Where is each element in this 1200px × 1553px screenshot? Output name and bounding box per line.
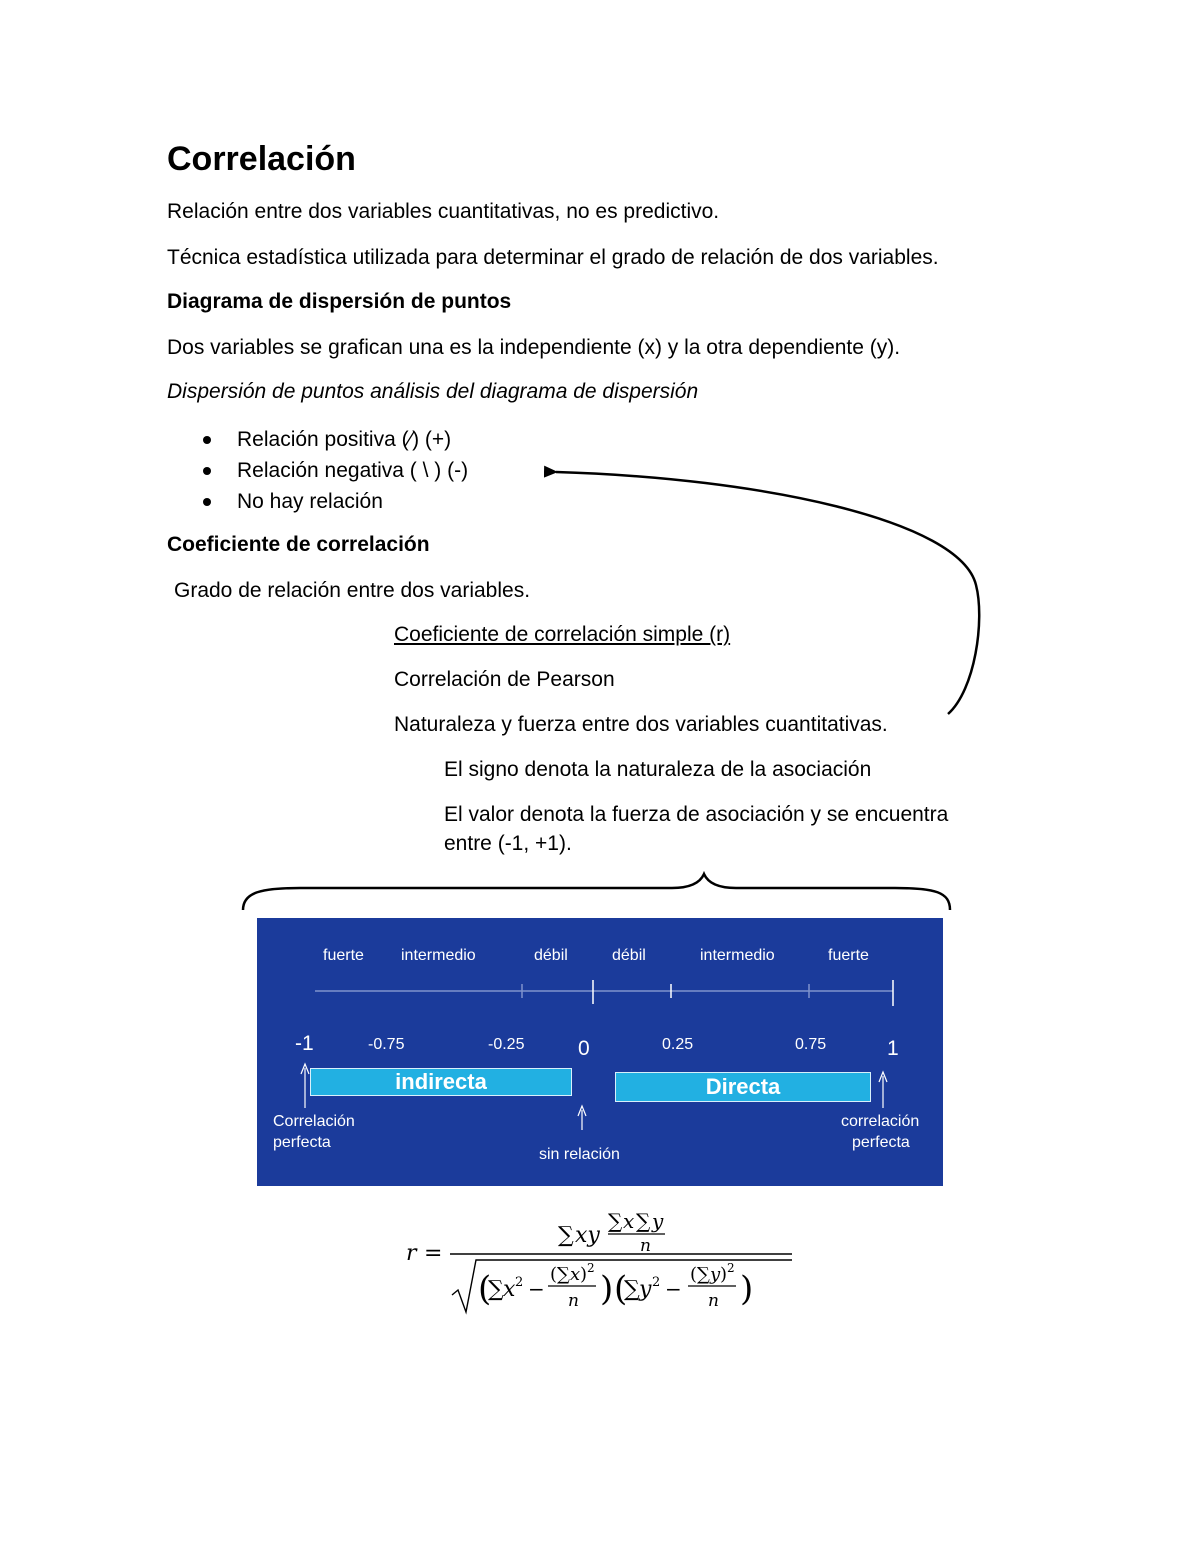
left-caption-line1: Correlación [273, 1113, 355, 1130]
value-text-line1: El valor denota la fuerza de asociación y se encuentra [444, 803, 949, 826]
svg-text:xy: xy [575, 1223, 600, 1248]
direct-bar: Directa [615, 1072, 871, 1102]
correlation-scale-panel [257, 918, 943, 1186]
page-title: Correlación [167, 140, 356, 178]
right-caption-line1: correlación [841, 1113, 920, 1130]
svg-text:x: x [623, 1209, 635, 1233]
svg-text:∑: ∑ [608, 1209, 623, 1233]
left-caption-line2: perfecta [273, 1134, 331, 1151]
svg-text:2: 2 [727, 1261, 735, 1275]
coefficient-heading: Coeficiente de correlación [167, 533, 430, 556]
svg-text:∑: ∑ [488, 1277, 504, 1302]
svg-text:−: − [665, 1277, 682, 1301]
strength-label: débil [534, 947, 568, 964]
scatter-subtitle: Dispersión de puntos análisis del diagrama de dispersión [167, 380, 699, 403]
sign-text: El signo denota la naturaleza de la asociación [444, 758, 872, 781]
svg-text:): ) [600, 1269, 614, 1309]
coefficient-description: Grado de relación entre dos variables. [174, 579, 531, 602]
svg-text:∑: ∑ [624, 1277, 640, 1302]
list-item: No hay relación [200, 486, 468, 517]
nature-strength-text: Naturaleza y fuerza entre dos variables cuantitativas. [394, 713, 888, 736]
tick-label: 0.75 [795, 1036, 827, 1053]
svg-text:2: 2 [587, 1261, 595, 1275]
svg-text:−: − [528, 1277, 545, 1301]
svg-text:r: r [406, 1241, 417, 1266]
tick-label: -0.75 [368, 1036, 405, 1053]
brace [243, 874, 950, 910]
svg-text:(: ( [478, 1269, 492, 1309]
svg-text:y: y [652, 1209, 664, 1233]
svg-text:(∑: (∑ [690, 1264, 710, 1285]
svg-text:y: y [710, 1264, 721, 1285]
svg-text:2: 2 [515, 1275, 524, 1290]
simple-coefficient-text: Coeficiente de correlación simple (r) [394, 623, 731, 646]
svg-text:2: 2 [652, 1275, 661, 1290]
curved-arrow [556, 472, 979, 714]
strength-label: fuerte [323, 947, 364, 964]
svg-text:x: x [503, 1277, 516, 1302]
tick-label: -0.25 [488, 1036, 525, 1053]
tick-label: 1 [887, 1037, 899, 1060]
svg-text:n: n [640, 1236, 651, 1256]
svg-text:∑: ∑ [636, 1209, 651, 1233]
svg-text:): ) [720, 1264, 728, 1285]
list-item: Relación negativa ( \ ) (-) [200, 455, 468, 486]
value-text-line2: entre (-1, +1). [444, 832, 572, 855]
svg-text:): ) [580, 1264, 588, 1285]
tick-label: 0 [578, 1037, 590, 1060]
strength-label: intermedio [401, 947, 476, 964]
right-caption-line2: perfecta [852, 1134, 910, 1151]
svg-text:y: y [639, 1277, 652, 1302]
svg-text:∑: ∑ [558, 1223, 574, 1248]
svg-text:n: n [568, 1291, 579, 1311]
pearson-text: Correlación de Pearson [394, 668, 615, 691]
svg-text:(: ( [614, 1269, 628, 1309]
pearson-formula [380, 1200, 820, 1320]
strength-label: intermedio [700, 947, 775, 964]
center-caption: sin relación [539, 1146, 620, 1163]
technique-text: Técnica estadística utilizada para determinar el grado de relación de dos variables. [167, 246, 939, 269]
tick-label: -1 [295, 1032, 314, 1055]
indirect-bar: indirecta [310, 1068, 572, 1096]
svg-text:n: n [708, 1291, 719, 1311]
strength-label: débil [612, 947, 646, 964]
scatter-description: Dos variables se grafican una es la independiente (x) y la otra dependiente (y). [167, 336, 901, 359]
svg-text:x: x [570, 1264, 581, 1285]
svg-text:): ) [740, 1269, 754, 1309]
scatter-heading: Diagrama de dispersión de puntos [167, 290, 512, 313]
definition-text: Relación entre dos variables cuantitativas, no es predictivo. [167, 200, 720, 223]
list-item: Relación positiva (⁄) (+) [200, 424, 468, 455]
strength-label: fuerte [828, 947, 869, 964]
svg-text:=: = [424, 1241, 443, 1266]
svg-text:(∑: (∑ [550, 1264, 570, 1285]
tick-label: 0.25 [662, 1036, 694, 1053]
